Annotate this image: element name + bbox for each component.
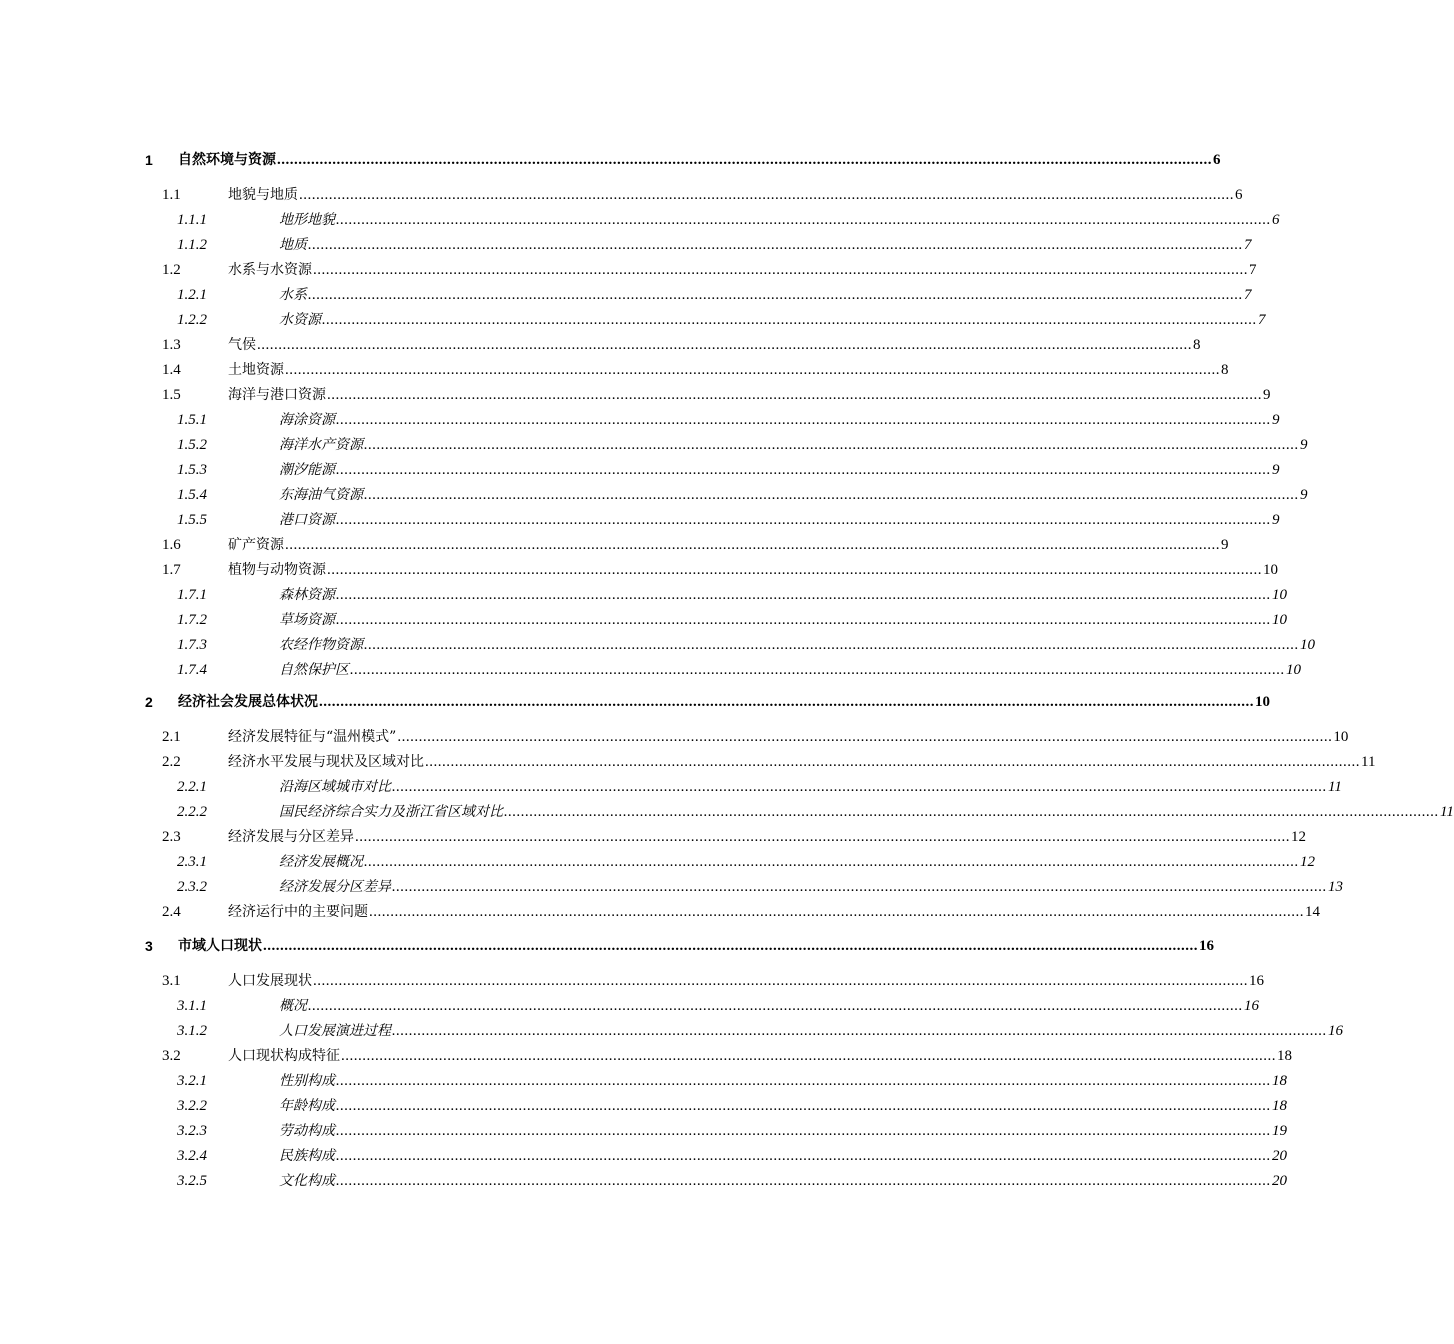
toc-entry-title: 农经作物资源 <box>279 637 363 653</box>
dot-leader: ............................................................................................................................................................................................................................ <box>350 662 1285 678</box>
toc-entry-leader <box>279 283 1252 307</box>
dot-leader: ............................................................................................................................................................................................................................ <box>369 904 1304 920</box>
toc-entry-title: 劳动构成 <box>279 1123 335 1139</box>
toc-entry-page-number: 16 <box>1199 938 1214 954</box>
toc-entry-number: 1.7.2 <box>177 612 207 628</box>
toc-entry-leader <box>279 408 1280 432</box>
toc-entry[interactable] <box>0 850 1315 874</box>
toc-entry-leader <box>279 1094 1287 1118</box>
toc-entry-title: 性别构成 <box>279 1073 335 1089</box>
toc-entry-leader <box>279 1169 1287 1193</box>
toc-entry[interactable] <box>0 533 1229 557</box>
toc-entry-page-number: 6 <box>1213 152 1221 168</box>
toc-entry-page-number: 10 <box>1286 662 1301 678</box>
toc-entry[interactable] <box>0 934 1214 958</box>
dot-leader: ............................................................................................................................................................................................................................ <box>336 587 1271 603</box>
dot-leader: ............................................................................................................................................................................................................................ <box>364 437 1299 453</box>
dot-leader: ............................................................................................................................................................................................................................ <box>299 187 1234 203</box>
toc-entry-leader <box>178 148 1221 172</box>
toc-entry-leader <box>228 358 1229 382</box>
toc-entry-title: 港口资源 <box>279 512 335 528</box>
toc-entry-leader <box>228 383 1271 407</box>
toc-entry-number: 2.3.1 <box>177 854 207 870</box>
toc-entry[interactable] <box>0 900 1320 924</box>
dot-leader: ............................................................................................................................................................................................................................ <box>285 537 1220 553</box>
toc-entry-title: 自然环境与资源 <box>178 152 276 168</box>
dot-leader: ............................................................................................................................................................................................................................ <box>263 938 1198 954</box>
toc-entry[interactable] <box>0 358 1229 382</box>
toc-entry-leader <box>228 558 1278 582</box>
toc-entry-page-number: 12 <box>1300 854 1315 870</box>
toc-entry[interactable] <box>0 725 1349 749</box>
toc-entry[interactable] <box>0 333 1201 357</box>
dot-leader: ............................................................................................................................................................................................................................ <box>355 829 1290 845</box>
toc-entry-leader <box>228 1044 1292 1068</box>
dot-leader: ............................................................................................................................................................................................................................ <box>308 237 1243 253</box>
toc-entry-title: 地貌与地质 <box>228 187 298 203</box>
toc-entry-leader <box>279 994 1259 1018</box>
toc-entry-title: 人口现状构成特征 <box>228 1048 340 1064</box>
toc-entry-title: 海洋与港口资源 <box>228 387 326 403</box>
toc-entry-page-number: 18 <box>1277 1048 1292 1064</box>
toc-entry-number: 1.6 <box>162 537 181 553</box>
toc-entry-title: 经济社会发展总体状况 <box>178 694 318 710</box>
dot-leader: ............................................................................................................................................................................................................................ <box>392 1023 1327 1039</box>
toc-entry[interactable] <box>0 658 1301 682</box>
toc-entry-page-number: 9 <box>1272 462 1280 478</box>
toc-entry-number: 1.5 <box>162 387 181 403</box>
toc-entry[interactable] <box>0 800 1454 824</box>
toc-entry-page-number: 8 <box>1193 337 1201 353</box>
toc-entry-page-number: 11 <box>1361 754 1376 770</box>
toc-entry-title: 民族构成 <box>279 1148 335 1164</box>
toc-entry[interactable] <box>0 383 1271 407</box>
toc-entry-page-number: 18 <box>1272 1073 1287 1089</box>
toc-entry-page-number: 9 <box>1221 537 1229 553</box>
toc-entry-title: 水资源 <box>279 312 321 328</box>
toc-entry-leader <box>279 608 1287 632</box>
toc-entry-page-number: 10 <box>1272 612 1287 628</box>
toc-entry-page-number: 13 <box>1328 879 1343 895</box>
toc-entry-number: 3.1 <box>162 973 181 989</box>
toc-entry-page-number: 12 <box>1291 829 1306 845</box>
dot-leader: ............................................................................................................................................................................................................................ <box>336 412 1271 428</box>
toc-entry-page-number: 9 <box>1263 387 1271 403</box>
toc-entry-title: 森林资源 <box>279 587 335 603</box>
toc-entry-page-number: 7 <box>1258 312 1266 328</box>
toc-entry-page-number: 9 <box>1300 487 1308 503</box>
toc-entry[interactable] <box>0 633 1315 657</box>
toc-entry[interactable] <box>0 1019 1343 1043</box>
toc-entry[interactable] <box>0 258 1257 282</box>
toc-entry-page-number: 6 <box>1235 187 1243 203</box>
toc-entry-leader <box>279 508 1280 532</box>
toc-entry[interactable] <box>0 458 1280 482</box>
toc-entry-page-number: 10 <box>1333 729 1349 745</box>
toc-entry-leader <box>279 1119 1287 1143</box>
dot-leader: ............................................................................................................................................................................................................................ <box>277 152 1212 168</box>
dot-leader: ............................................................................................................................................................................................................................ <box>313 973 1248 989</box>
toc-entry-leader <box>279 208 1280 232</box>
toc-entry-leader <box>279 233 1252 257</box>
toc-entry-title: 东海油气资源 <box>279 487 363 503</box>
dot-leader: ............................................................................................................................................................................................................................ <box>364 487 1299 503</box>
dot-leader: ............................................................................................................................................................................................................................ <box>425 754 1360 770</box>
dot-leader: ............................................................................................................................................................................................................................ <box>313 262 1248 278</box>
toc-entry-title: 文化构成 <box>279 1173 335 1189</box>
toc-entry[interactable] <box>0 558 1278 582</box>
toc-entry-title: 经济发展分区差异 <box>279 879 391 895</box>
dot-leader: ............................................................................................................................................................................................................................ <box>319 694 1254 710</box>
toc-entry-number: 2.1 <box>162 729 181 745</box>
toc-entry-leader <box>279 458 1280 482</box>
toc-entry-number: 2.2.2 <box>177 804 207 820</box>
toc-entry-leader <box>228 333 1201 357</box>
dot-leader: ............................................................................................................................................................................................................................ <box>364 637 1299 653</box>
dot-leader: ............................................................................................................................................................................................................................ <box>336 512 1271 528</box>
toc-entry[interactable] <box>0 608 1287 632</box>
toc-entry-page-number: 10 <box>1300 637 1315 653</box>
toc-entry-title: 沿海区域城市对比 <box>279 779 391 795</box>
toc-entry-page-number: 11 <box>1440 804 1454 820</box>
toc-entry[interactable] <box>0 1169 1287 1193</box>
dot-leader: ............................................................................................................................................................................................................................ <box>392 779 1327 795</box>
toc-entry-leader <box>228 725 1349 749</box>
toc-entry-number: 1 <box>145 152 153 168</box>
toc-entry-number: 1.5.3 <box>177 462 207 478</box>
toc-entry[interactable] <box>0 1119 1287 1143</box>
toc-entry[interactable] <box>0 1094 1287 1118</box>
toc-entry[interactable] <box>0 969 1264 993</box>
toc-entry-page-number: 16 <box>1328 1023 1343 1039</box>
toc-entry-page-number: 8 <box>1221 362 1229 378</box>
toc-entry-leader <box>279 583 1287 607</box>
dot-leader: ............................................................................................................................................................................................................................ <box>364 854 1299 870</box>
toc-entry-number: 1.7 <box>162 562 181 578</box>
toc-entry-number: 3.2.2 <box>177 1098 207 1114</box>
toc-entry[interactable] <box>0 1044 1292 1068</box>
dot-leader: ............................................................................................................................................................................................................................ <box>308 287 1243 303</box>
dot-leader: ............................................................................................................................................................................................................................ <box>336 1098 1271 1114</box>
toc-entry-leader <box>279 850 1315 874</box>
toc-entry-page-number: 7 <box>1244 237 1252 253</box>
toc-entry-number: 3.1.2 <box>177 1023 207 1039</box>
toc-entry-leader <box>228 533 1229 557</box>
toc-entry-title: 经济运行中的主要问题 <box>228 904 368 920</box>
toc-entry-number: 1.2.2 <box>177 312 207 328</box>
toc-entry-leader <box>279 875 1343 899</box>
toc-entry[interactable] <box>0 750 1376 774</box>
dot-leader: ............................................................................................................................................................................................................................ <box>336 1148 1271 1164</box>
toc-entry-title: 草场资源 <box>279 612 335 628</box>
toc-entry[interactable] <box>0 433 1308 457</box>
toc-entry-title: 植物与动物资源 <box>228 562 326 578</box>
toc-entry-number: 3.2.3 <box>177 1123 207 1139</box>
toc-entry-title: 海洋水产资源 <box>279 437 363 453</box>
toc-entry-leader <box>228 900 1320 924</box>
dot-leader: ............................................................................................................................................................................................................................ <box>504 804 1439 820</box>
toc-entry-number: 1.4 <box>162 362 181 378</box>
dot-leader: ............................................................................................................................................................................................................................ <box>285 362 1220 378</box>
toc-entry-title: 矿产资源 <box>228 537 284 553</box>
toc-entry-page-number: 10 <box>1255 694 1270 710</box>
toc-entry-leader <box>279 658 1301 682</box>
toc-entry-leader <box>279 633 1315 657</box>
dot-leader: ............................................................................................................................................................................................................................ <box>336 212 1271 228</box>
toc-entry-page-number: 9 <box>1272 412 1280 428</box>
toc-entry-leader <box>178 934 1214 958</box>
dot-leader: ............................................................................................................................................................................................................................ <box>397 729 1333 745</box>
toc-entry[interactable] <box>0 1069 1287 1093</box>
toc-entry-title: 水系 <box>279 287 307 303</box>
toc-entry-leader <box>279 1019 1343 1043</box>
toc-entry-title: 经济发展概况 <box>279 854 363 870</box>
toc-entry-number: 2.3 <box>162 829 181 845</box>
toc-entry-number: 3.2 <box>162 1048 181 1064</box>
toc-entry-number: 1.5.5 <box>177 512 207 528</box>
toc-entry-page-number: 7 <box>1249 262 1257 278</box>
toc-entry-leader <box>279 308 1266 332</box>
dot-leader: ............................................................................................................................................................................................................................ <box>336 1173 1271 1189</box>
toc-entry-title: 国民经济综合实力及浙江省区域对比 <box>279 804 503 820</box>
toc-entry-title: 潮汐能源 <box>279 462 335 478</box>
toc-entry-page-number: 10 <box>1263 562 1278 578</box>
toc-entry-number: 3.2.4 <box>177 1148 207 1164</box>
toc-entry[interactable] <box>0 508 1280 532</box>
toc-entry-number: 3.1.1 <box>177 998 207 1014</box>
toc-entry-page-number: 11 <box>1328 779 1342 795</box>
toc-entry-number: 3 <box>145 938 153 954</box>
toc-entry-number: 1.2 <box>162 262 181 278</box>
toc-entry-number: 2.4 <box>162 904 181 920</box>
toc-entry-number: 1.7.3 <box>177 637 207 653</box>
toc-entry-title: 年龄构成 <box>279 1098 335 1114</box>
toc-entry-page-number: 9 <box>1272 512 1280 528</box>
toc-entry-page-number: 20 <box>1272 1148 1287 1164</box>
dot-leader: ............................................................................................................................................................................................................................ <box>336 612 1271 628</box>
toc-entry-number: 3.2.1 <box>177 1073 207 1089</box>
toc-entry-number: 2.2.1 <box>177 779 207 795</box>
toc-entry-leader <box>228 183 1243 207</box>
toc-entry-title: 概况 <box>279 998 307 1014</box>
toc-entry[interactable] <box>0 408 1280 432</box>
toc-entry-title: 海涂资源 <box>279 412 335 428</box>
toc-entry-page-number: 9 <box>1300 437 1308 453</box>
dot-leader: ............................................................................................................................................................................................................................ <box>336 1123 1271 1139</box>
dot-leader: ............................................................................................................................................................................................................................ <box>322 312 1257 328</box>
toc-entry-leader <box>279 775 1342 799</box>
dot-leader: ............................................................................................................................................................................................................................ <box>341 1048 1276 1064</box>
toc-entry-page-number: 10 <box>1272 587 1287 603</box>
toc-entry[interactable] <box>0 183 1243 207</box>
toc-entry-number: 1.1 <box>162 187 181 203</box>
toc-entry-page-number: 6 <box>1272 212 1280 228</box>
toc-entry-leader <box>279 1144 1287 1168</box>
toc-entry-page-number: 20 <box>1272 1173 1287 1189</box>
toc-entry-page-number: 18 <box>1272 1098 1287 1114</box>
toc-entry[interactable] <box>0 825 1306 849</box>
toc-entry-page-number: 16 <box>1249 973 1264 989</box>
toc-entry-number: 3.2.5 <box>177 1173 207 1189</box>
toc-entry-number: 2 <box>145 694 153 710</box>
dot-leader: ............................................................................................................................................................................................................................ <box>308 998 1243 1014</box>
toc-entry[interactable] <box>0 690 1270 714</box>
toc-entry-title: 地形地貌 <box>279 212 335 228</box>
toc-entry-number: 1.3 <box>162 337 181 353</box>
toc-entry-number: 1.1.1 <box>177 212 207 228</box>
dot-leader: ............................................................................................................................................................................................................................ <box>327 387 1262 403</box>
toc-entry[interactable] <box>0 483 1308 507</box>
toc-entry-leader <box>279 483 1308 507</box>
dot-leader: ............................................................................................................................................................................................................................ <box>327 562 1262 578</box>
toc-entry[interactable] <box>0 583 1287 607</box>
toc-entry-leader <box>279 433 1308 457</box>
toc-entry-number: 2.2 <box>162 754 181 770</box>
toc-entry[interactable] <box>0 775 1342 799</box>
toc-entry[interactable] <box>0 148 1221 172</box>
toc-entry[interactable] <box>0 994 1259 1018</box>
toc-entry-title: 人口发展演进过程 <box>279 1023 391 1039</box>
toc-entry-page-number: 19 <box>1272 1123 1287 1139</box>
toc-entry-number: 1.5.2 <box>177 437 207 453</box>
toc-entry-leader <box>228 825 1306 849</box>
toc-entry-title: 经济发展特征与“温州模式” <box>228 729 397 745</box>
toc-entry-number: 1.5.4 <box>177 487 207 503</box>
toc-entry-number: 1.1.2 <box>177 237 207 253</box>
toc-entry-number: 1.7.1 <box>177 587 207 603</box>
toc-entry[interactable] <box>0 308 1266 332</box>
toc-entry[interactable] <box>0 208 1280 232</box>
dot-leader: ............................................................................................................................................................................................................................ <box>257 337 1192 353</box>
toc-entry[interactable] <box>0 1144 1287 1168</box>
toc-entry-title: 经济水平发展与现状及区域对比 <box>228 754 424 770</box>
toc-entry[interactable] <box>0 875 1343 899</box>
dot-leader: ............................................................................................................................................................................................................................ <box>336 1073 1271 1089</box>
toc-entry-title: 自然保护区 <box>279 662 349 678</box>
dot-leader: ............................................................................................................................................................................................................................ <box>392 879 1327 895</box>
toc-entry-number: 1.2.1 <box>177 287 207 303</box>
toc-entry-page-number: 16 <box>1244 998 1259 1014</box>
toc-entry-number: 1.7.4 <box>177 662 207 678</box>
toc-entry-leader <box>228 258 1257 282</box>
toc-entry-title: 人口发展现状 <box>228 973 312 989</box>
toc-entry[interactable] <box>0 233 1252 257</box>
toc-entry-title: 气侯 <box>228 337 256 353</box>
toc-entry-leader <box>228 750 1376 774</box>
toc-entry-leader <box>279 1069 1287 1093</box>
toc-entry-title: 市域人口现状 <box>178 938 262 954</box>
toc-entry-page-number: 7 <box>1244 287 1252 303</box>
dot-leader: ............................................................................................................................................................................................................................ <box>336 462 1271 478</box>
toc-entry-leader <box>178 690 1270 714</box>
toc-entry-page-number: 14 <box>1305 904 1320 920</box>
toc-entry-number: 1.5.1 <box>177 412 207 428</box>
toc-entry-title: 土地资源 <box>228 362 284 378</box>
toc-entry-leader <box>228 969 1264 993</box>
toc-entry-title: 水系与水资源 <box>228 262 312 278</box>
toc-entry[interactable] <box>0 283 1252 307</box>
toc-entry-leader <box>279 800 1454 824</box>
toc-entry-title: 地质 <box>279 237 307 253</box>
toc-entry-title: 经济发展与分区差异 <box>228 829 354 845</box>
toc-entry-number: 2.3.2 <box>177 879 207 895</box>
